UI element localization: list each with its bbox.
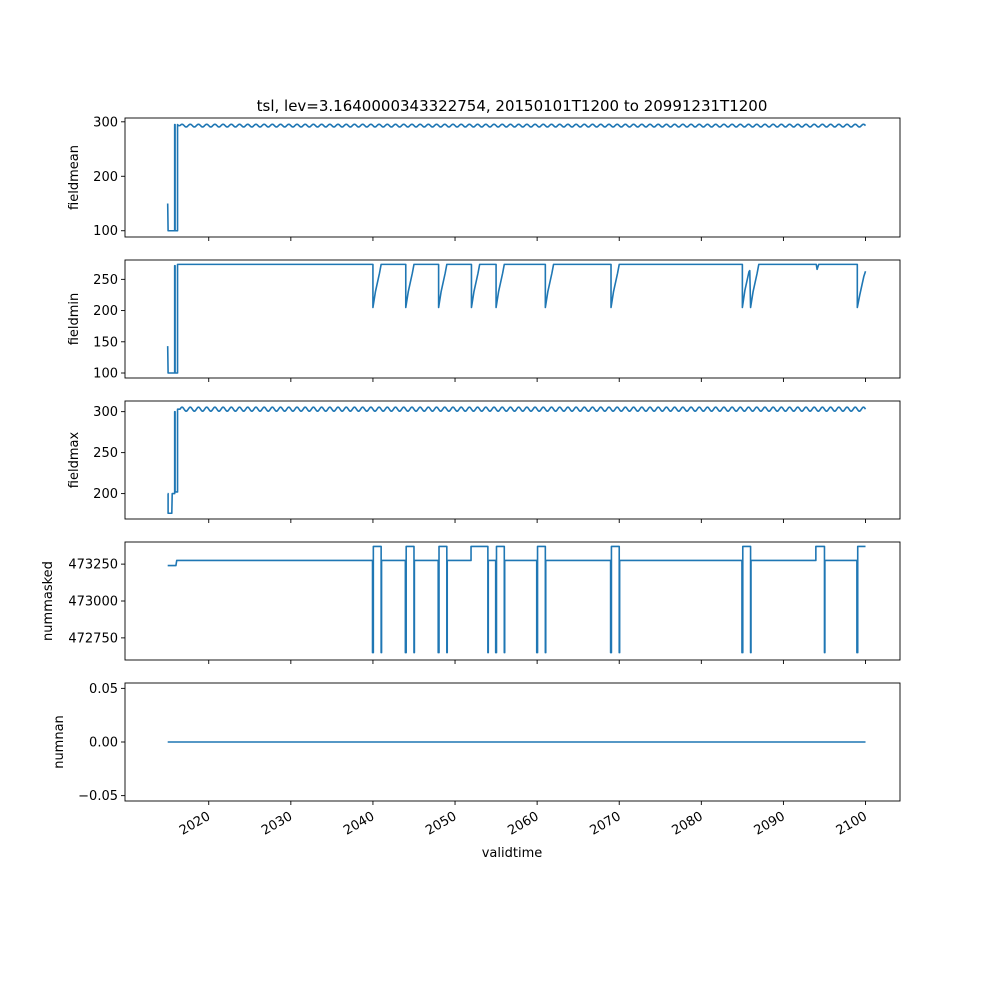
numnan-y-tick-label: 0.05 — [89, 681, 118, 697]
nummasked-y-tick-label: 473000 — [68, 594, 118, 610]
nummasked-y-axis-label: nummasked — [41, 561, 56, 641]
fieldmean-y-tick-label: 100 — [93, 224, 118, 240]
numnan-x-tick-label: 2060 — [505, 809, 542, 839]
numnan-x-tick-label: 2100 — [833, 809, 870, 839]
figure-title: tsl, lev=3.1640000343322754, 20150101T1200 to 20991231T1200 — [256, 97, 768, 115]
numnan-x-tick-label: 2070 — [587, 809, 624, 839]
numnan-y-tick-label: 0.00 — [89, 735, 118, 751]
fieldmin-y-tick-label: 150 — [93, 335, 118, 351]
numnan-x-tick-label: 2090 — [751, 809, 788, 839]
fieldmax-y-axis-label: fieldmax — [67, 431, 82, 489]
numnan-x-tick-label: 2080 — [669, 809, 706, 839]
fieldmean-y-axis-label: fieldmean — [67, 145, 82, 210]
nummasked-y-tick-label: 472750 — [68, 631, 118, 647]
fieldmax-y-tick-label: 300 — [93, 405, 118, 421]
numnan-x-tick-label: 2020 — [176, 809, 214, 839]
numnan-y-tick-label: −0.05 — [78, 789, 118, 805]
nummasked-y-tick-label: 473250 — [68, 557, 118, 573]
fieldmin-y-tick-label: 250 — [93, 272, 118, 288]
fieldmean-y-tick-label: 200 — [93, 169, 118, 185]
fieldmin-y-tick-label: 200 — [93, 304, 118, 320]
numnan-x-tick-label: 2050 — [423, 809, 460, 839]
fieldmin-y-axis-label: fieldmin — [67, 292, 82, 346]
numnan-y-axis-label: numnan — [52, 715, 67, 769]
fieldmax-y-tick-label: 200 — [93, 487, 118, 503]
fieldmean-y-tick-label: 300 — [93, 115, 118, 131]
x-axis-label: validtime — [481, 846, 543, 861]
fieldmax-y-tick-label: 250 — [93, 446, 118, 462]
numnan-x-tick-label: 2030 — [259, 809, 296, 839]
numnan-x-tick-label: 2040 — [341, 809, 378, 839]
fieldmin-y-tick-label: 100 — [93, 366, 118, 382]
